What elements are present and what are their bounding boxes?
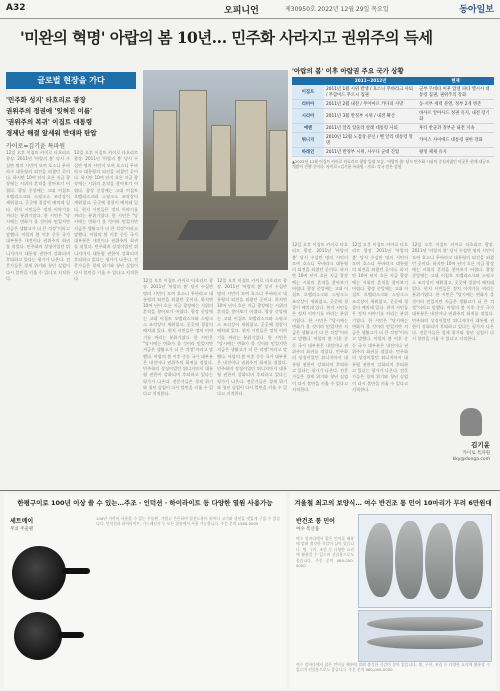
table-header (292, 77, 324, 85)
sidebar-lines (6, 95, 136, 139)
author-photo (460, 408, 482, 436)
table-row (292, 109, 494, 124)
country-cell: 바레인 (292, 148, 324, 157)
author-box (410, 408, 490, 480)
past-cell: 2011년 1월 시위 발생 / 호스니 무바라크 사퇴 / 무함마드 무르시 집권 (324, 85, 417, 100)
sidebar-line: 권위주의 정권에 '잊혀진 이름' (6, 107, 93, 115)
table-header: 2011~2012년 (324, 77, 417, 85)
country-cell: 튀니지 (292, 133, 324, 148)
now-cell: 왕정 체제 유지 (417, 148, 494, 157)
fish-photo (358, 514, 492, 608)
ad-pan[interactable] (4, 494, 286, 689)
author-role: 카이로 특파원 (462, 451, 490, 456)
author-name: 김기윤 (471, 441, 490, 449)
table-row (292, 100, 494, 109)
past-cell: 2011년 3월 반정부 시위 / 내전 확산 (324, 109, 417, 124)
paper-logo: 동아일보 (459, 5, 494, 15)
article-column: 12일 오후 이집트 카이로 타흐리르 광장. 2011년 '아랍의 봄' 당시 수십만 명의 시민이 모여 호스니 무바라크 대통령의 퇴진을 외쳤던 곳이다. 하지만 10여 년이 흐른 지금 광장에는 시위의 흔적을 찾아보기 어렵다. 광장 중앙에는 고대 이집트 오벨리스크와 스핑크스 조각상이 세워졌고, 곳곳에 경찰이 배치돼 있다. 현지 시민들은 정치 이야기를 꺼리는 분위기였다. 한 시민은 "당시에는 변화가 올 것이라 믿었지만 지금은 생활고가 더 큰 걱정"이라고 말했다. 아랍의 봄 이후 중동 국가 대부분은 내전이나 권위주의 회귀를 겪었다. 민주화의 상징이었던 튀니지마저 대통령 권한이 강화되며 후퇴하고 있다는 평가가 나온다. 전문가들은 경제 위기와 청년 실업이 다시 불만을 키울 수 있다고 지적한다. (217, 278, 287, 397)
sidebar-line: '민주화 성지' 타흐리르 광장 (6, 96, 86, 104)
past-cell: 2011년 반정부 시위, 사우디 군대 진압 (324, 148, 417, 157)
now-cell: 군부 쿠데타 이후 압델 파타 엘시시 대통령 집권, 권위주의 강화 (417, 85, 494, 100)
ad-brand: 반건조 통 민어 (296, 518, 335, 525)
country-cell: 예멘 (292, 124, 324, 133)
page-header (0, 0, 500, 19)
ad-headline: 한평구이로 100년 이상 쓸 수 있는…주조 · 인덕션 · 하이라이트 등 다양한 열원 사용가능 (17, 499, 273, 507)
pan-image (12, 546, 66, 600)
page-number: A32 (6, 3, 26, 13)
ad-fish[interactable] (290, 494, 496, 689)
now-cell: 동·서부 세력 분열, 정부 2개 병존 (417, 100, 494, 109)
past-cell: 2010년 12월 노점상 분신 / 벤 알리 대통령 망명 (324, 133, 417, 148)
headline: '미완의 혁명' 아랍의 봄 10년… 민주화 사라지고 권위주의 득세 (20, 28, 433, 47)
past-cell: 2011년 알리 압둘라 살레 대통령 사퇴 (324, 124, 417, 133)
ad-subtitle: 무쇠 주물팬 (10, 527, 34, 532)
section-name: 오피니언 (224, 6, 259, 16)
country-cell: 이집트 (292, 85, 324, 100)
country-cell: 시리아 (292, 109, 324, 124)
ad-divider (0, 490, 500, 491)
now-cell: 바샤르 알아사드 정권 유지, 내전 장기화 (417, 109, 494, 124)
ad-headline: 겨울철 최고의 보양식… 여수 반건조 통 민어 10마리가 무려 6만원대 (294, 499, 492, 507)
article-column: 12일 오후 이집트 카이로 타흐리르 광장. 2011년 '아랍의 봄' 당시 수십만 명의 시민이 모여 호스니 무바라크 대통령의 퇴진을 외쳤던 곳이다. 하지만 10여 년이 흐른 지금 광장에는 시위의 흔적을 찾아보기 어렵다. 광장 중앙에는 고대 이집트 오벨리스크와 스핑크스 조각상이 세워졌고, 곳곳에 경찰이 배치돼 있다. 현지 시민들은 정치 이야기를 꺼리는 분위기였다. 한 시민은 "당시에는 변화가 올 것이라 믿었지만 지금은 생활고가 더 큰 걱정"이라고 말했다. 아랍의 봄 이후 중동 국가 대부분은 내전이나 권위주의 회귀를 겪었다. 민주화의 상징이었던 튀니지마저 대통령 권한이 강화되며 후퇴하고 있다는 평가가 나온다. 전문가들은 경제 위기와 청년 실업이 다시 불만을 키울 수 있다고 지적한다. (6, 150, 70, 281)
now-cell: 카이스 사이에드 대통령 권한 강화 (417, 133, 494, 148)
article-column: 12일 오후 이집트 카이로 타흐리르 광장. 2011년 '아랍의 봄' 당시 수십만 명의 시민이 모여 호스니 무바라크 대통령의 퇴진을 외쳤던 곳이다. 하지만 10여 년이 흐른 지금 광장에는 시위의 흔적을 찾아보기 어렵다. 광장 중앙에는 고대 이집트 오벨리스크와 스핑크스 조각상이 세워졌고, 곳곳에 경찰이 배치돼 있다. 현지 시민들은 정치 이야기를 꺼리는 분위기였다. 한 시민은 "당시에는 변화가 올 것이라 믿었지만 지금은 생활고가 더 큰 걱정"이라고 말했다. 아랍의 봄 이후 중동 국가 대부분은 내전이나 권위주의 회귀를 겪었다. 민주화의 상징이었던 튀니지마저 대통령 권한이 강화되며 후퇴하고 있다는 평가가 나온다. 전문가들은 경제 위기와 청년 실업이 다시 불만을 키울 수 있다고 지적한다. (352, 242, 408, 392)
news-photo (143, 70, 288, 270)
author-email: kky@donga.com (452, 457, 490, 462)
ad-subtitle: 여수 특산품 (296, 527, 320, 532)
past-cell: 2011년 2월 내전 / 무아마르 카다피 사망 (324, 100, 417, 109)
ad-text: 여수 앞바다에서 잡은 민어를 해풍에 말려 쫄깃한 식감이 살아 있습니다. 찜, 구이, 조림 등 다양한 요리에 활용할 수 있으며 선물용으로도 좋습니다. 주문 문의 080-000-0000 (296, 536, 354, 569)
table-row (292, 85, 494, 100)
article-column: 12일 오후 이집트 카이로 타흐리르 광장. 2011년 '아랍의 봄' 당시 수십만 명의 시민이 모여 호스니 무바라크 대통령의 퇴진을 외쳤던 곳이다. 하지만 10여 년이 흐른 지금 광장에는 시위의 흔적을 찾아보기 어렵다. 광장 중앙에는 고대 이집트 오벨리스크와 스핑크스 조각상이 세워졌고, 곳곳에 경찰이 배치돼 있다. 현지 시민들은 정치 이야기를 꺼리는 분위기였다. 한 시민은 "당시에는 변화가 올 것이라 믿었지만 지금은 생활고가 더 큰 걱정"이라고 말했다. 아랍의 봄 이후 중동 국가 대부분은 내전이나 권위주의 회귀를 겪었다. 민주화의 상징이었던 튀니지마저 대통령 권한이 강화되며 후퇴하고 있다는 평가가 나온다. 전문가들은 경제 위기와 청년 실업이 다시 불만을 키울 수 있다고 지적한다. (143, 278, 213, 397)
issue-date: 제30950호 2022년 12월 29일 목요일 (285, 6, 389, 13)
sidebar-title: 글로벌 현장을 가다 (6, 72, 136, 89)
table-title: '아랍의 봄' 이후 아랍권 주요 국가 상황 (292, 67, 404, 75)
article-column: 12일 오후 이집트 카이로 타흐리르 광장. 2011년 '아랍의 봄' 당시 수십만 명의 시민이 모여 호스니 무바라크 대통령의 퇴진을 외쳤던 곳이다. 하지만 10여 년이 흐른 지금 광장에는 시위의 흔적을 찾아보기 어렵다. 광장 중앙에는 고대 이집트 오벨리스크와 스핑크스 조각상이 세워졌고, 곳곳에 경찰이 배치돼 있다. 현지 시민들은 정치 이야기를 꺼리는 분위기였다. 한 시민은 "당시에는 변화가 올 것이라 믿었지만 지금은 생활고가 더 큰 걱정"이라고 말했다. 아랍의 봄 이후 중동 국가 대부분은 내전이나 권위주의 회귀를 겪었다. 민주화의 상징이었던 튀니지마저 대통령 권한이 강화되며 후퇴하고 있다는 평가가 나온다. 전문가들은 경제 위기와 청년 실업이 다시 불만을 키울 수 있다고 지적한다. (412, 242, 494, 342)
pan-handle (58, 632, 84, 638)
table-header: 현재 (417, 77, 494, 85)
sidebar-line: '권위주의 복귀' 이집트 대통령 (6, 118, 93, 126)
status-table (292, 77, 494, 157)
byline: 카이로=김기윤 특파원 (6, 143, 66, 150)
ad-text: 100년 가까이 사용할 수 있는 주물팬. 가볍고 튼튼하며 열전도율이 뛰어나 고기와 생선을 맛있게 구울 수 있습니다. 인덕션과 하이라이트, 가스레인지 등 모든 열원에서 사용 가능합니다. 주문 문의 1588-0000 (96, 516, 280, 527)
pan-image (14, 612, 62, 660)
photo-caption: ▲2022년 11월 이집트 카이로 타흐리르 광장 일대 모습. '아랍의 봄' 당시 민주화 시위의 중심지였던 이곳은 현재 대규모 개발이 진행 중이다. 카이로=김기윤 특파원 · 자료: 각국 언론 종합 (292, 159, 490, 169)
ad-text: 여수 앞바다에서 잡은 민어를 해풍에 말려 쫄깃한 식감이 살아 있습니다. 찜, 구이, 조림 등 다양한 요리에 활용할 수 있으며 선물용으로도 좋습니다. 주문 문의 080-000-0000 (296, 662, 490, 673)
ad-brand: 세트메이 (10, 518, 34, 525)
country-table (292, 66, 494, 236)
table-row (292, 148, 494, 157)
article-column: 12일 오후 이집트 카이로 타흐리르 광장. 2011년 '아랍의 봄' 당시 수십만 명의 시민이 모여 호스니 무바라크 대통령의 퇴진을 외쳤던 곳이다. 하지만 10여 년이 흐른 지금 광장에는 시위의 흔적을 찾아보기 어렵다. 광장 중앙에는 고대 이집트 오벨리스크와 스핑크스 조각상이 세워졌고, 곳곳에 경찰이 배치돼 있다. 현지 시민들은 정치 이야기를 꺼리는 분위기였다. 한 시민은 "당시에는 변화가 올 것이라 믿었지만 지금은 생활고가 더 큰 걱정"이라고 말했다. 아랍의 봄 이후 중동 국가 대부분은 내전이나 권위주의 회귀를 겪었다. 민주화의 상징이었던 튀니지마저 대통령 권한이 강화되며 후퇴하고 있다는 평가가 나온다. 전문가들은 경제 위기와 청년 실업이 다시 불만을 키울 수 있다고 지적한다. (292, 242, 348, 392)
sidebar-line: 경제난 해결 앞세워 반대파 탄압 (6, 129, 97, 137)
country-cell: 리비아 (292, 100, 324, 109)
table-row (292, 133, 494, 148)
fish-photo-2 (358, 610, 492, 662)
pan-handle (62, 568, 90, 574)
table-row (292, 124, 494, 133)
now-cell: 후티 반군과 정부군 내전 지속 (417, 124, 494, 133)
article-column: 12일 오후 이집트 카이로 타흐리르 광장. 2011년 '아랍의 봄' 당시 수십만 명의 시민이 모여 호스니 무바라크 대통령의 퇴진을 외쳤던 곳이다. 하지만 10여 년이 흐른 지금 광장에는 시위의 흔적을 찾아보기 어렵다. 광장 중앙에는 고대 이집트 오벨리스크와 스핑크스 조각상이 세워졌고, 곳곳에 경찰이 배치돼 있다. 현지 시민들은 정치 이야기를 꺼리는 분위기였다. 한 시민은 "당시에는 변화가 올 것이라 믿었지만 지금은 생활고가 더 큰 걱정"이라고 말했다. 아랍의 봄 이후 중동 국가 대부분은 내전이나 권위주의 회귀를 겪었다. 민주화의 상징이었던 튀니지마저 대통령 권한이 강화되며 후퇴하고 있다는 평가가 나온다. 전문가들은 경제 위기와 청년 실업이 다시 불만을 키울 수 있다고 지적한다. (74, 150, 138, 281)
sidebar-box (6, 72, 136, 150)
